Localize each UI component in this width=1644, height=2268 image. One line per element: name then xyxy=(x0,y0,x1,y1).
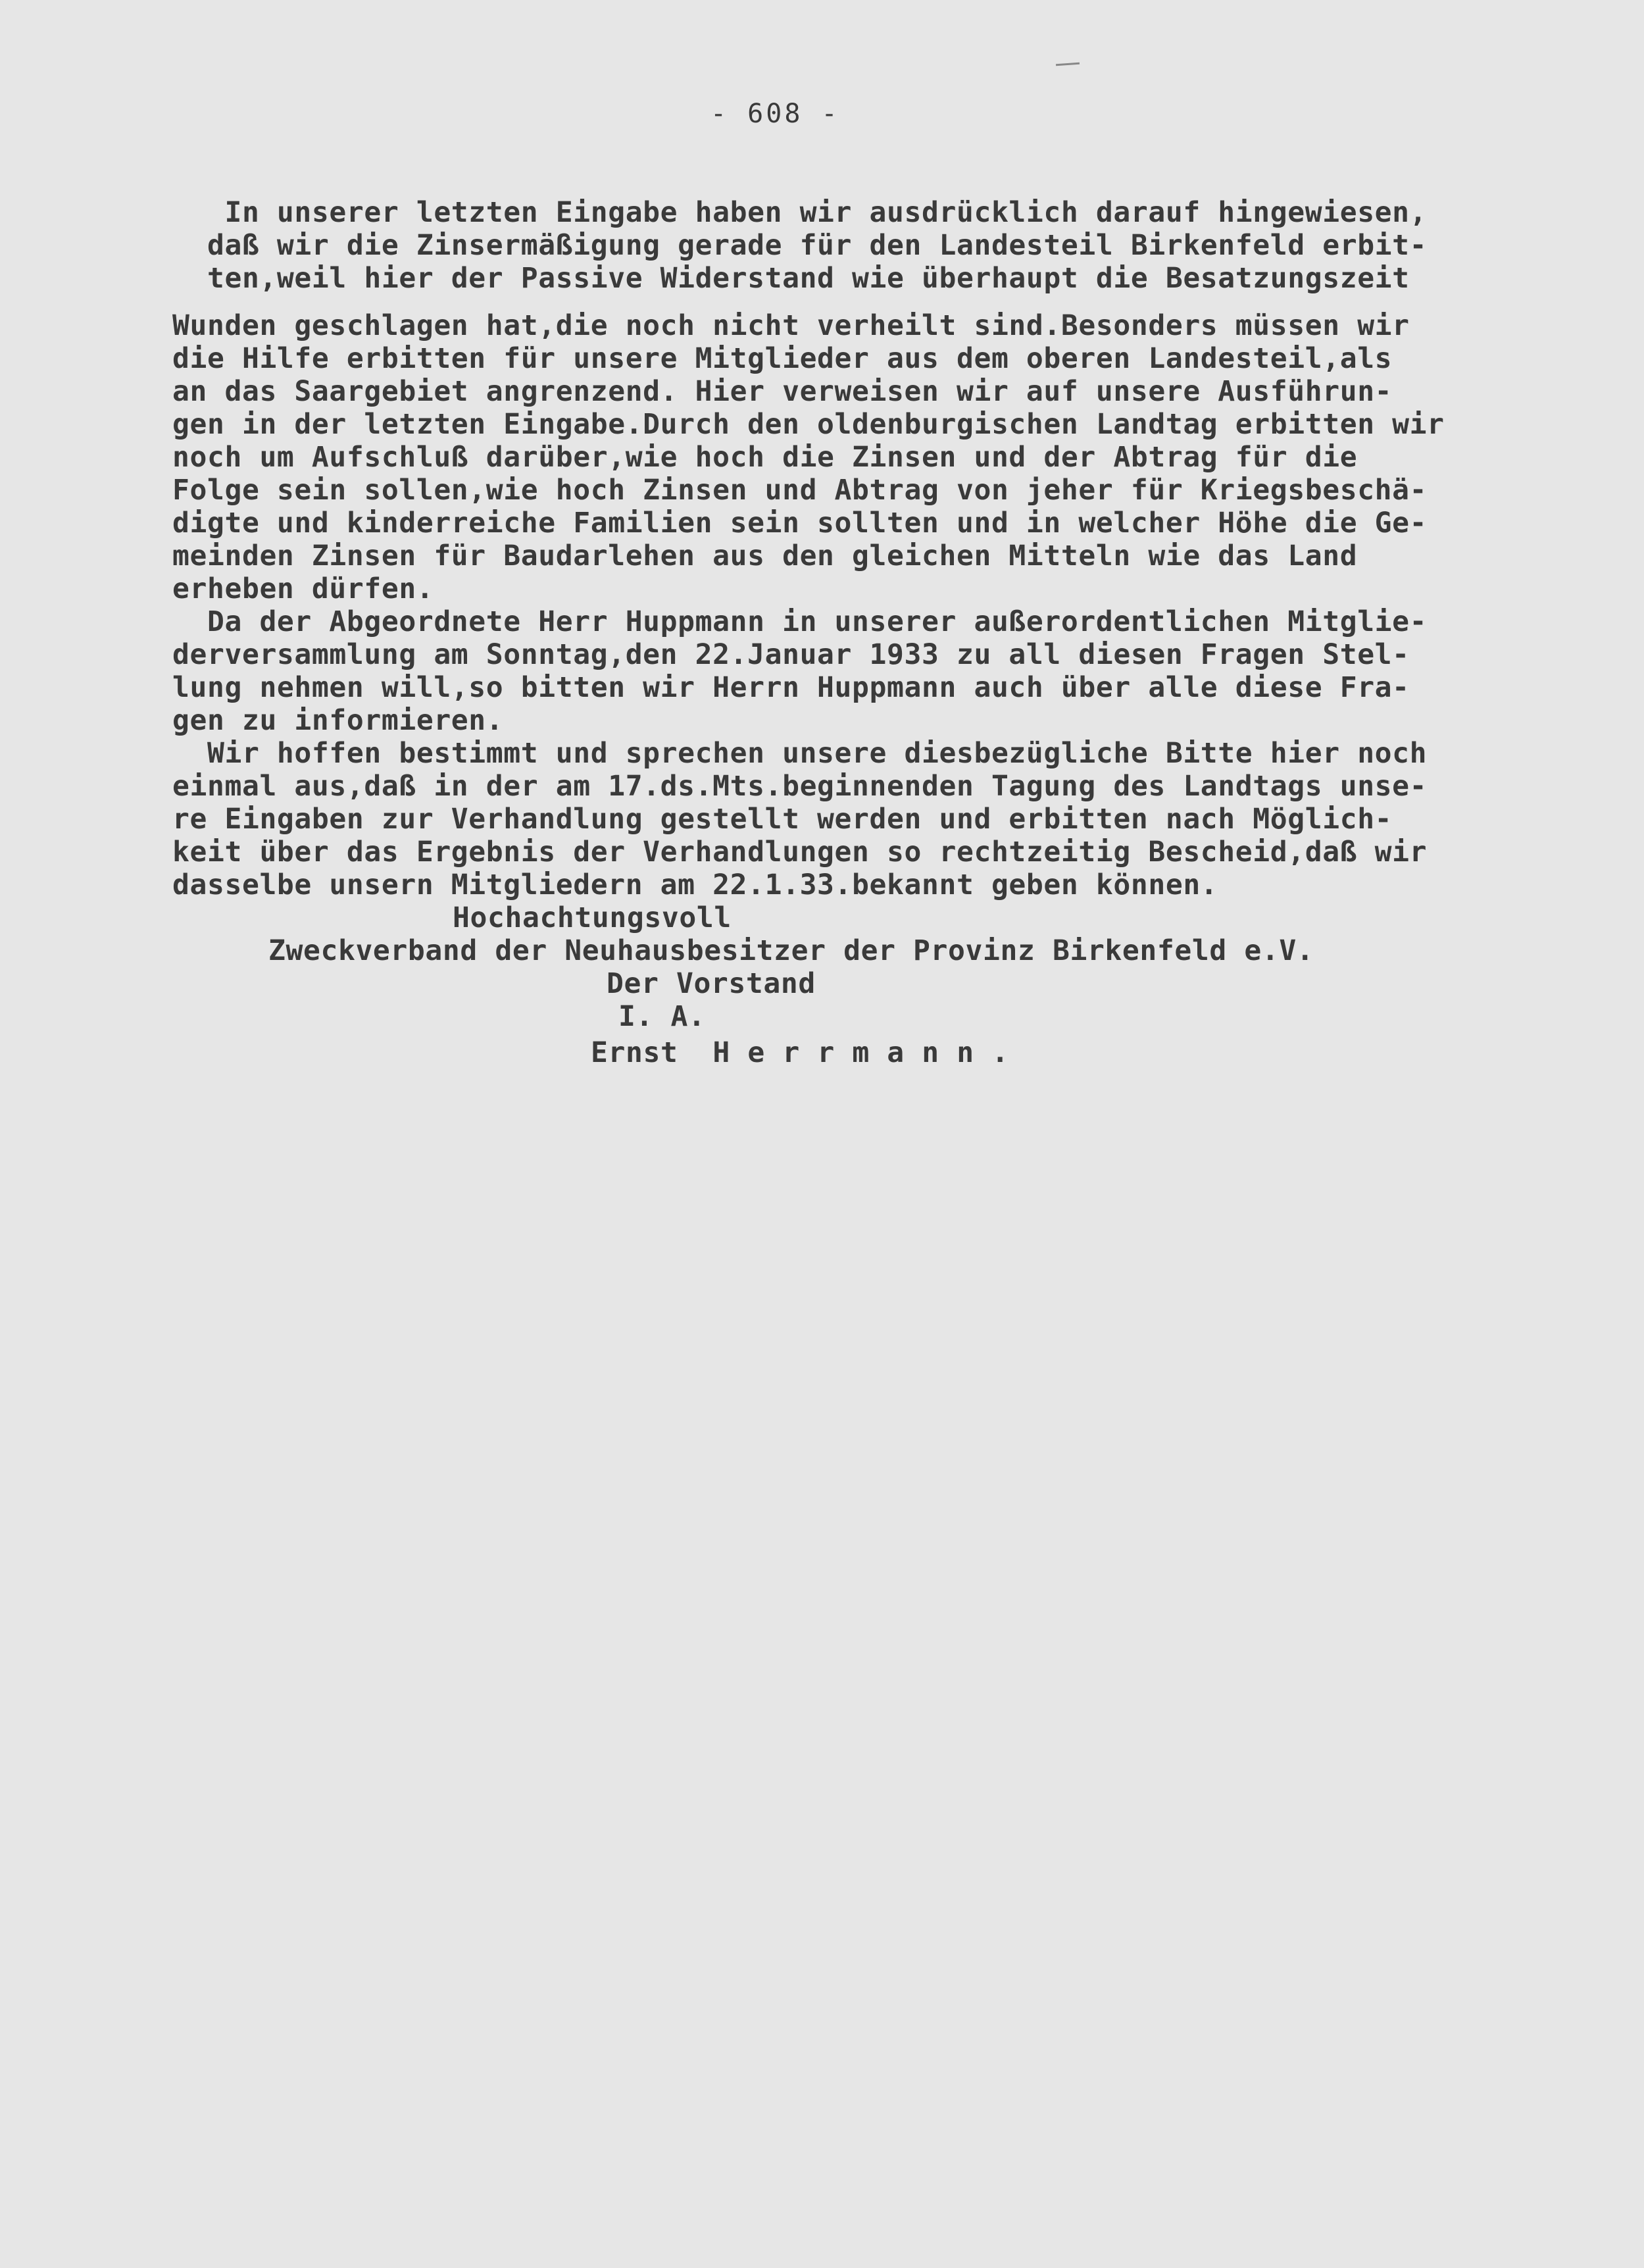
body-line: re Eingaben zur Verhandlung gestellt werden und erbitten nach Möglich- xyxy=(172,803,1393,836)
body-line: keit über das Ergebnis der Verhandlungen so rechtzeitig Bescheid,daß wir xyxy=(172,836,1428,869)
body-line: an das Saargebiet angrenzend. Hier verweisen wir auf unsere Ausführun- xyxy=(172,375,1393,408)
organization-name: Zweckverband der Neuhausbesitzer der Provinz Birkenfeld e.V. xyxy=(268,934,1314,967)
body-line: Folge sein sollen,wie hoch Zinsen und Abtrag von jeher für Kriegsbeschä- xyxy=(172,474,1428,507)
body-line: gen in der letzten Eingabe.Durch den oldenburgischen Landtag erbitten wir xyxy=(172,408,1445,441)
body-line: einmal aus,daß in der am 17.ds.Mts.beginnenden Tagung des Landtags unse- xyxy=(172,770,1428,803)
signatory-name: Ernst H e r r m a n n . xyxy=(591,1036,1009,1069)
body-line: erheben dürfen. xyxy=(172,572,434,605)
on-behalf-label: I. A. xyxy=(618,1000,706,1033)
body-line: lung nehmen will,so bitten wir Herrn Huppmann auch über alle diese Fra- xyxy=(172,671,1410,704)
body-line: meinden Zinsen für Baudarlehen aus den gleichen Mitteln wie das Land xyxy=(172,540,1358,572)
closing-salutation: Hochachtungsvoll xyxy=(453,901,732,934)
board-label: Der Vorstand xyxy=(607,967,816,1000)
body-line: derversammlung am Sonntag,den 22.Januar 1933 zu all diesen Fragen Stel- xyxy=(172,638,1410,671)
body-line: Wir hoffen bestimmt und sprechen unsere diesbezügliche Bitte hier noch xyxy=(172,737,1428,770)
body-line: In unserer letzten Eingabe haben wir ausdrücklich darauf hingewiesen, xyxy=(172,196,1428,229)
body-line: digte und kinderreiche Familien sein sollten und in welcher Höhe die Ge- xyxy=(172,507,1428,540)
body-line: Wunden geschlagen hat,die noch nicht verheilt sind.Besonders müssen wir xyxy=(172,309,1410,342)
body-line: Da der Abgeordnete Herr Huppmann in unserer außerordentlichen Mitglie- xyxy=(172,605,1428,638)
body-line: die Hilfe erbitten für unsere Mitglieder aus dem oberen Landesteil,als xyxy=(172,342,1393,375)
body-line: gen zu informieren. xyxy=(172,704,504,737)
body-line: daß wir die Zinsermäßigung gerade für den Landesteil Birkenfeld erbit- xyxy=(172,229,1428,262)
body-line: dasselbe unsern Mitgliedern am 22.1.33.bekannt geben können. xyxy=(172,869,1218,901)
page-number: - 608 - xyxy=(710,99,840,129)
margin-mark xyxy=(1056,63,1080,66)
body-line: ten,weil hier der Passive Widerstand wie überhaupt die Besatzungszeit xyxy=(172,262,1410,295)
body-line: noch um Aufschluß darüber,wie hoch die Zinsen und der Abtrag für die xyxy=(172,441,1358,474)
